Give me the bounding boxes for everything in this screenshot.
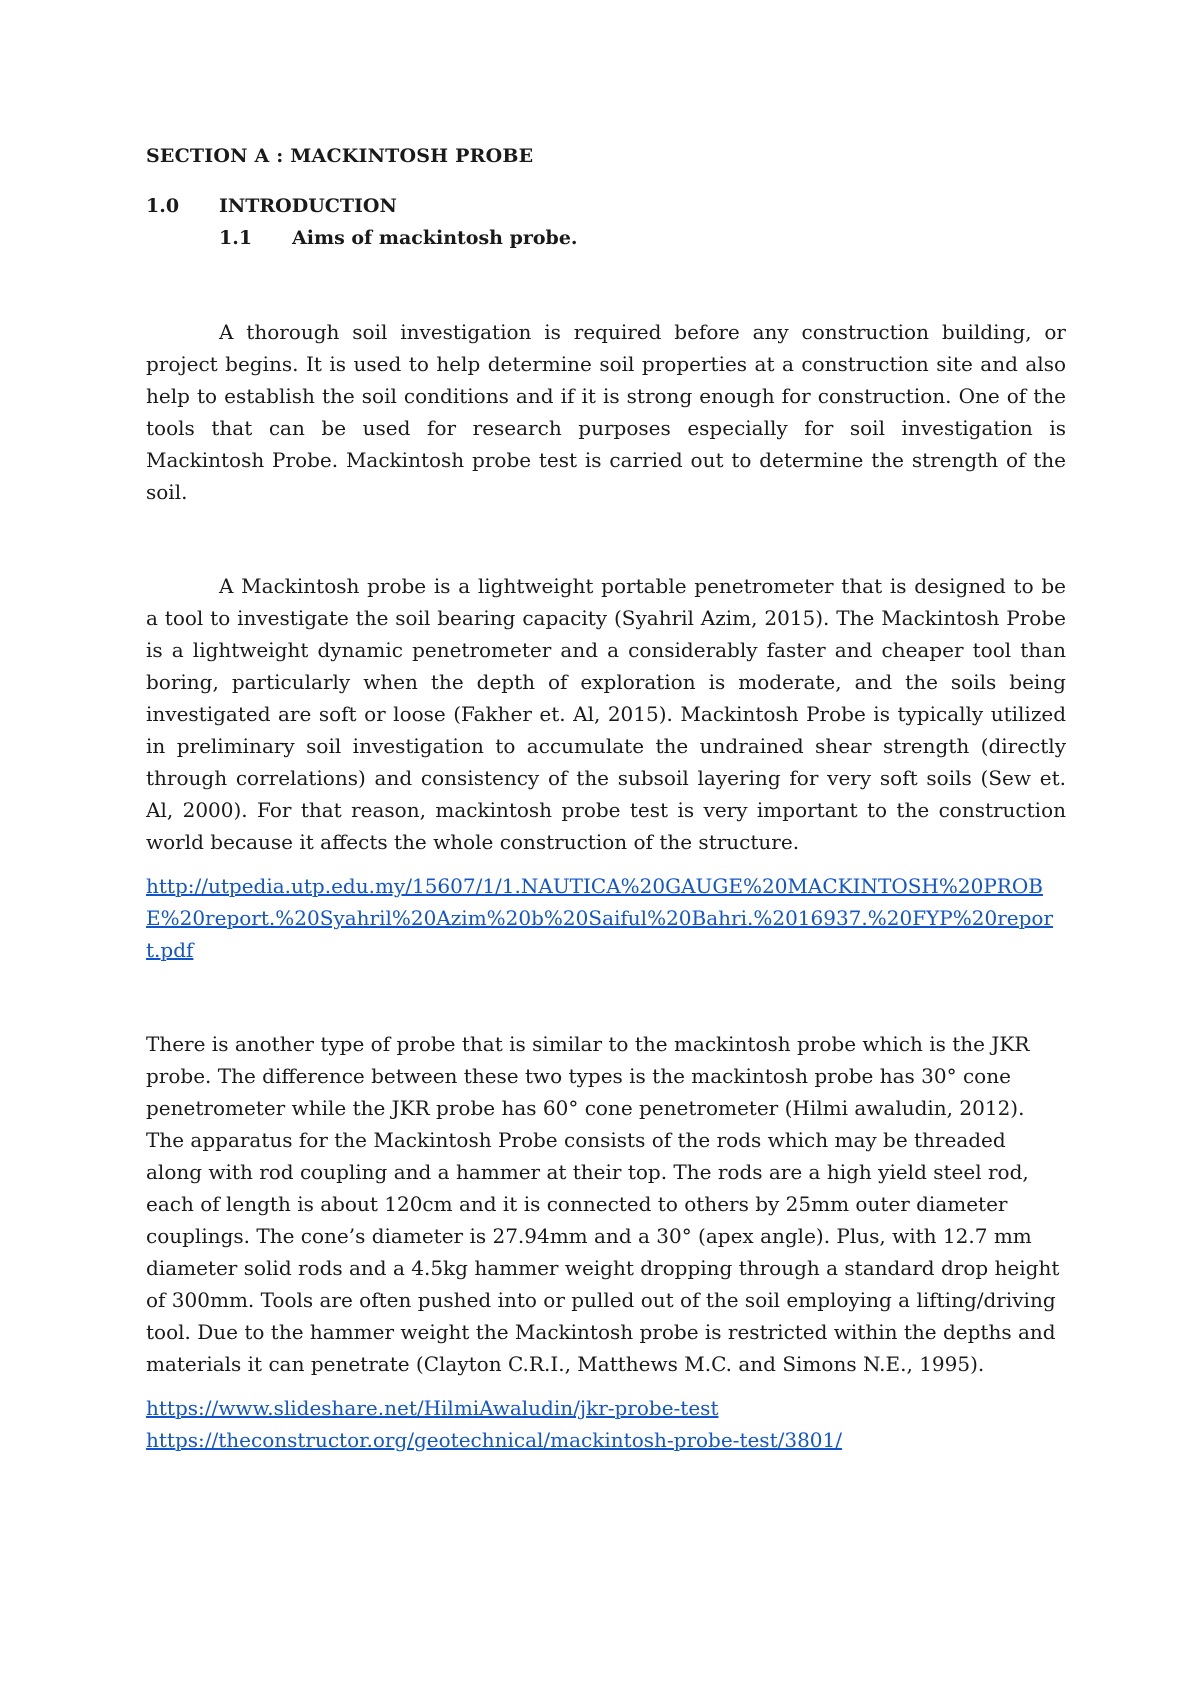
link-theconstructor[interactable]: https://theconstructor.org/geotechnical/mackintosh-probe-test/3801/	[146, 1428, 842, 1452]
intro-number: 1.0	[146, 195, 180, 217]
link-utpedia-report[interactable]: http://utpedia.utp.edu.my/15607/1/1.NAUTICA%20GAUGE%20MACKINTOSH%20PROBE%20report.%20Syahril%20Azim%20b%20Saiful%20Bahri.%2016937.%20FYP%20report.pdf	[146, 874, 1054, 962]
aims-number: 1.1	[219, 227, 253, 249]
intro-title: INTRODUCTION	[219, 195, 397, 217]
aims-title: Aims of mackintosh probe.	[292, 227, 578, 249]
paragraph-jkr-probe: There is another type of probe that is similar to the mackintosh probe which is the JKR probe. The difference between these two types is the mackintosh probe has 30° cone penetrometer while the JKR probe has 60° cone penetrometer (Hilmi awaludin, 2012). The apparatus for the Mackintosh Probe consists of the rods which may be threaded along with rod coupling and a hammer at their top. The rods are a high yield steel rod, each of length is about 120cm and it is connected to others by 25mm outer diameter couplings. The cone’s diameter is 27.94mm and a 30° (apex angle). Plus, with 12.7 mm diameter solid rods and a 4.5kg hammer weight dropping through a standard drop height of 300mm. Tools are often pushed into or pulled out of the soil employing a lifting/driving tool. Due to the hammer weight the Mackintosh probe is restricted within the depths and materials it can penetrate (Clayton C.R.I., Matthews M.C. and Simons N.E., 1995).	[146, 1032, 1060, 1376]
aims-subheading	[146, 222, 1066, 254]
paragraph-mackintosh-probe: A Mackintosh probe is a lightweight portable penetrometer that is designed to be a tool to investigate the soil bearing capacity (Syahril Azim, 2015). The Mackintosh Probe is a lightweight dynamic penetrometer and a considerably faster and cheaper tool than boring, particularly when the depth of exploration is moderate, and the soils being investigated are soft or loose (Fakher et. Al, 2015). Mackintosh Probe is typically utilized in preliminary soil investigation to accumulate the undrained shear strength (directly through correlations) and consistency of the subsoil layering for very soft soils (Sew et. Al, 2000). For that reason, mackintosh probe test is very important to the construction world because it affects the whole construction of the structure.	[146, 574, 1066, 854]
intro-heading	[146, 190, 1066, 222]
paragraph-soil-investigation: A thorough soil investigation is required before any construction building, or project begins. It is used to help determine soil properties at a construction site and also help to establish the soil conditions and if it is strong enough for construction. One of the tools that can be used for research purposes especially for soil investigation is Mackintosh Probe. Mackintosh probe test is carried out to determine the strength of the soil.	[146, 320, 1066, 504]
section-title: SECTION A : MACKINTOSH PROBE	[146, 145, 534, 167]
document-page	[146, 140, 1066, 1456]
link-slideshare[interactable]: https://www.slideshare.net/HilmiAwaludin/jkr-probe-test	[146, 1396, 719, 1420]
